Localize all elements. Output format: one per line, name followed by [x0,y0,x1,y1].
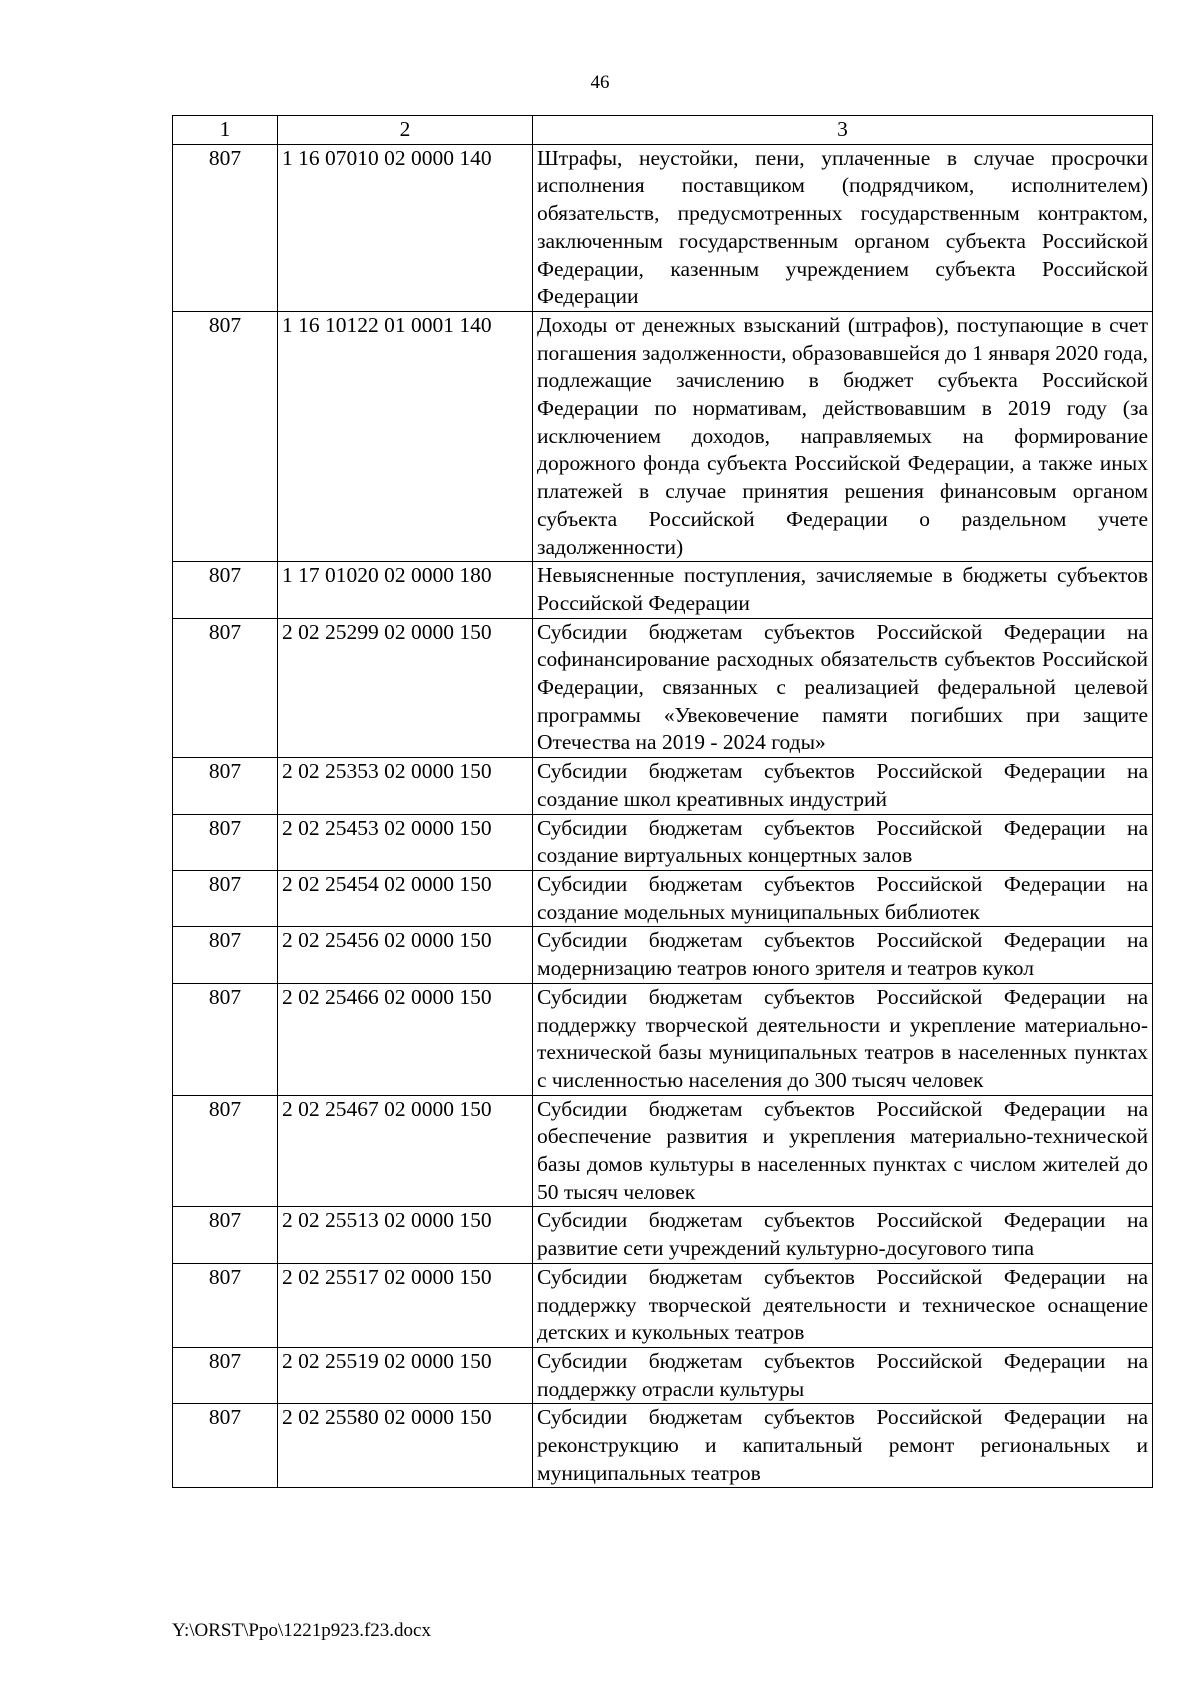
admin-code-cell: 807 [173,870,278,926]
budget-code-cell: 2 02 25517 02 0000 150 [278,1263,533,1347]
admin-code-cell: 807 [173,144,278,311]
table-row [173,311,1153,561]
budget-code-cell: 1 16 07010 02 0000 140 [278,144,533,311]
admin-code-cell: 807 [173,1263,278,1347]
admin-code-cell: 807 [173,1095,278,1207]
budget-code-cell: 2 02 25454 02 0000 150 [278,870,533,926]
description-cell: Субсидии бюджетам субъектов Российской Федерации на реконструкцию и капитальный ремонт региональных и муниципальных театров [533,1404,1153,1488]
description-cell: Штрафы, неустойки, пени, уплаченные в случае просрочки исполнения поставщиком (подрядчиком, исполнителем) обязательств, предусмотренных государственным контрактом, заключенным государственным органом субъекта Российской Федерации, казенным учреждением субъекта Российской Федерации [533,144,1153,311]
budget-code-cell: 2 02 25299 02 0000 150 [278,618,533,758]
table-row [173,927,1153,983]
table-row [173,562,1153,618]
budget-code-cell: 2 02 25580 02 0000 150 [278,1404,533,1488]
description-cell: Субсидии бюджетам субъектов Российской Федерации на поддержку творческой деятельности и укрепление материально-технической базы муниципальных театров в населенных пунктах с численностью населения до 300 тысяч человек [533,983,1153,1095]
table-row [173,983,1153,1095]
admin-code-cell: 807 [173,562,278,618]
budget-code-cell: 2 02 25453 02 0000 150 [278,814,533,870]
budget-code-cell: 1 17 01020 02 0000 180 [278,562,533,618]
budget-code-cell: 2 02 25466 02 0000 150 [278,983,533,1095]
description-cell: Субсидии бюджетам субъектов Российской Федерации на поддержку отрасли культуры [533,1347,1153,1403]
admin-code-cell: 807 [173,618,278,758]
table-row [173,1095,1153,1207]
table-row [173,1207,1153,1263]
description-cell: Субсидии бюджетам субъектов Российской Федерации на модернизацию театров юного зрителя и театров кукол [533,927,1153,983]
description-cell: Доходы от денежных взысканий (штрафов), поступающие в счет погашения задолженности, образовавшейся до 1 января 2020 года, подлежащие зачислению в бюджет субъекта Российской Федерации по нормативам, действовавшим в 2019 году (за исключением доходов, направляемых на формирование дорожного фонда субъекта Российской Федерации, а также иных платежей в случае принятия решения финансовым органом субъекта Российской Федерации о раздельном учете задолженности) [533,311,1153,561]
admin-code-cell: 807 [173,983,278,1095]
description-cell: Субсидии бюджетам субъектов Российской Федерации на создание школ креативных индустрий [533,758,1153,814]
description-cell: Субсидии бюджетам субъектов Российской Федерации на поддержку творческой деятельности и техническое оснащение детских и кукольных театров [533,1263,1153,1347]
description-cell: Субсидии бюджетам субъектов Российской Федерации на создание виртуальных концертных залов [533,814,1153,870]
budget-code-cell: 2 02 25519 02 0000 150 [278,1347,533,1403]
table-row [173,1263,1153,1347]
table-row [173,758,1153,814]
budget-code-cell: 2 02 25513 02 0000 150 [278,1207,533,1263]
column-header-3: 3 [533,116,1153,145]
admin-code-cell: 807 [173,927,278,983]
admin-code-cell: 807 [173,1207,278,1263]
admin-code-cell: 807 [173,814,278,870]
table-row [173,144,1153,311]
admin-code-cell: 807 [173,1347,278,1403]
budget-code-cell: 2 02 25467 02 0000 150 [278,1095,533,1207]
revenue-codes-table [172,115,1153,1488]
column-header-2: 2 [278,116,533,145]
budget-code-cell: 1 16 10122 01 0001 140 [278,311,533,561]
admin-code-cell: 807 [173,1404,278,1488]
description-cell: Субсидии бюджетам субъектов Российской Федерации на создание модельных муниципальных библиотек [533,870,1153,926]
admin-code-cell: 807 [173,311,278,561]
table-row [173,1404,1153,1488]
description-cell: Субсидии бюджетам субъектов Российской Федерации на обеспечение развития и укрепления материально-технической базы домов культуры в населенных пунктах с числом жителей до 50 тысяч человек [533,1095,1153,1207]
table-row [173,870,1153,926]
page-number: 46 [590,72,610,93]
budget-code-cell: 2 02 25353 02 0000 150 [278,758,533,814]
table-row [173,814,1153,870]
budget-code-cell: 2 02 25456 02 0000 150 [278,927,533,983]
description-cell: Субсидии бюджетам субъектов Российской Федерации на развитие сети учреждений культурно-досугового типа [533,1207,1153,1263]
admin-code-cell: 807 [173,758,278,814]
table-header-row [173,116,1153,145]
column-header-1: 1 [173,116,278,145]
table-row [173,618,1153,758]
description-cell: Невыясненные поступления, зачисляемые в бюджеты субъектов Российской Федерации [533,562,1153,618]
description-cell: Субсидии бюджетам субъектов Российской Федерации на софинансирование расходных обязательств субъектов Российской Федерации, связанных с реализацией федеральной целевой программы «Увековечение памяти погибших при защите Отечества на 2019 - 2024 годы» [533,618,1153,758]
table-row [173,1347,1153,1403]
footer-file-path: Y:\ORST\Ppo\1221p923.f23.docx [172,1620,431,1641]
